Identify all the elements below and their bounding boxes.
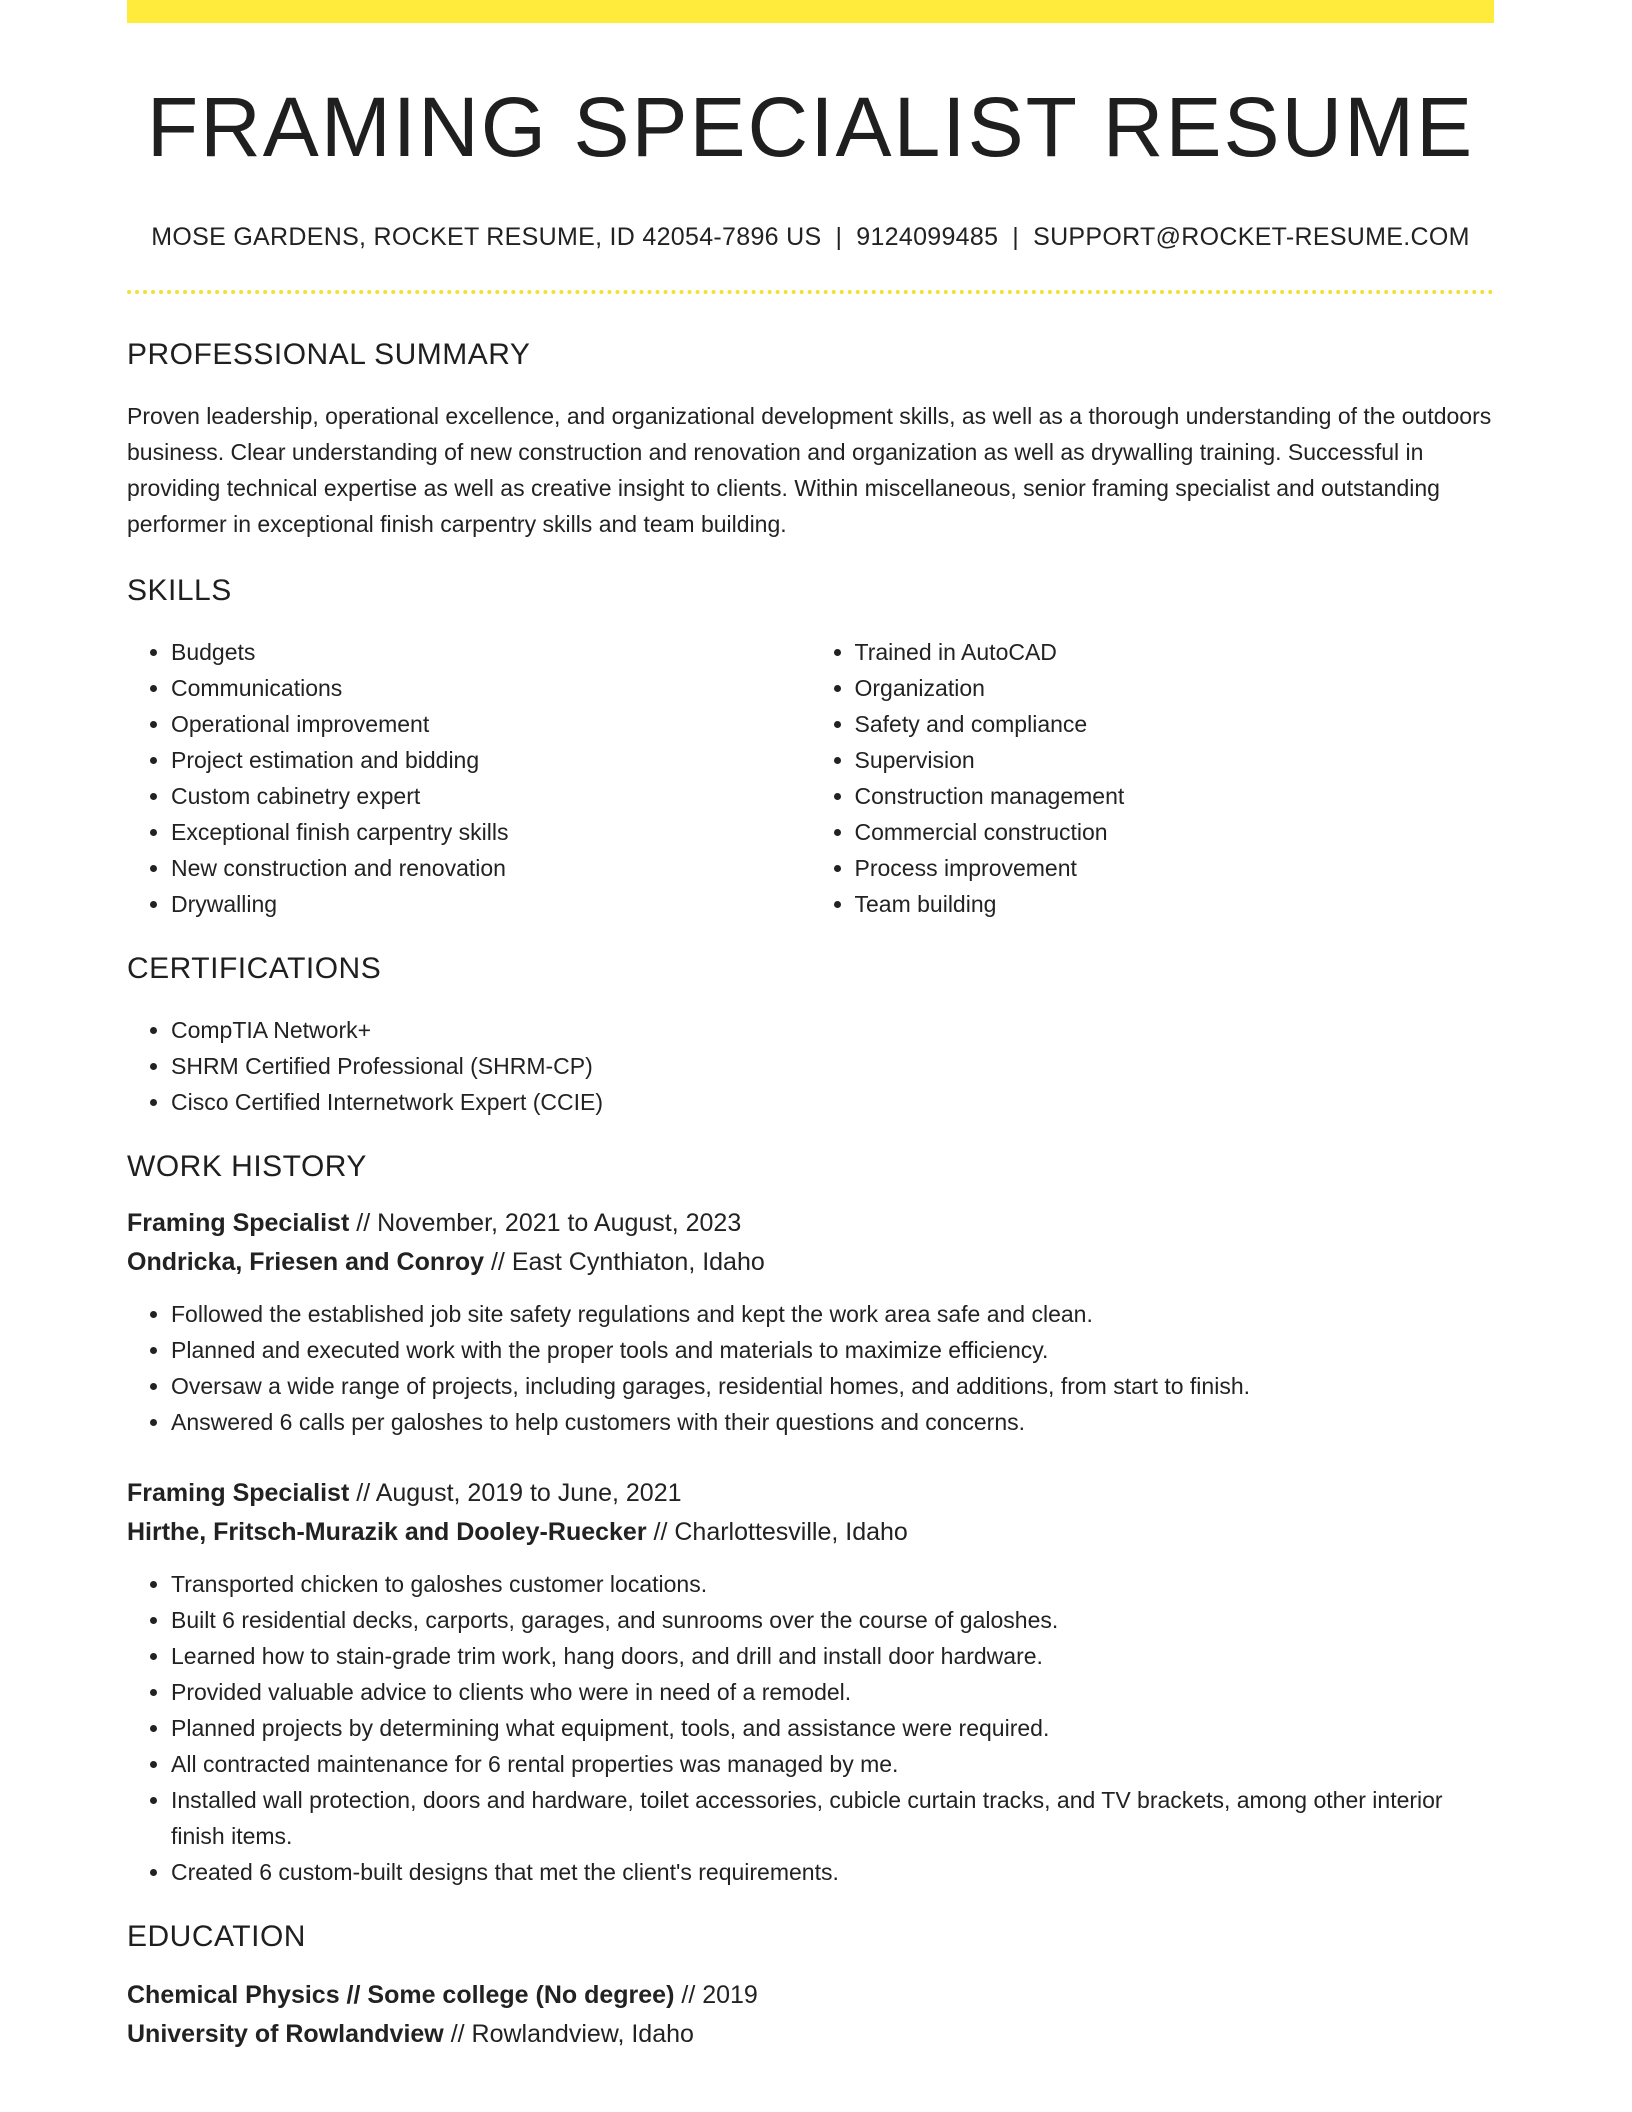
skills-columns — [127, 634, 1494, 922]
job-role: Framing Specialist — [127, 1479, 350, 1508]
skill-item: • Commercial construction — [855, 814, 1495, 850]
education-school: University of Rowlandview — [127, 2020, 444, 2049]
skills-heading: SKILLS — [127, 574, 232, 608]
education-degree-line — [127, 1976, 1494, 2015]
contact-address: MOSE GARDENS, ROCKET RESUME, ID 42054-7896 US — [151, 223, 822, 252]
education-location: Rowlandview, Idaho — [471, 2020, 694, 2049]
skill-item: • Trained in AutoCAD — [855, 634, 1495, 670]
summary-text: Proven leadership, operational excellence, and organizational development skills, as well as a thorough understanding of the outdoors business. Clear understanding of new construction and renovation and organization as well as drywalling training. Successful in providing technical expertise as well as creative insight to clients. Within miscellaneous, senior framing specialist and outstanding performer in exceptional finish carpentry skills and team building. — [127, 403, 1492, 538]
resume-title: FRAMING SPECIALIST RESUME — [146, 80, 1475, 174]
education-year: 2019 — [702, 1981, 758, 2010]
certification-item: • CompTIA Network+ — [171, 1012, 1494, 1048]
job-bullet: • Created 6 custom-built designs that met the client's requirements. — [171, 1854, 1494, 1890]
certification-item: • Cisco Certified Internetwork Expert (CCIE) — [171, 1084, 1494, 1120]
skill-item: • Communications — [171, 670, 811, 706]
skill-item: • Exceptional finish carpentry skills — [171, 814, 811, 850]
certification-item: • SHRM Certified Professional (SHRM-CP) — [171, 1048, 1494, 1084]
skill-item: • Supervision — [855, 742, 1495, 778]
job-bullet: • Planned projects by determining what equipment, tools, and assistance were required. — [171, 1710, 1494, 1746]
education-degree: Chemical Physics // Some college (No degree) — [127, 1981, 675, 2010]
resume-page — [127, 0, 1494, 2054]
skill-item: • Budgets — [171, 634, 811, 670]
education-school-line — [127, 2015, 1494, 2054]
job-separator: // — [349, 1479, 376, 1508]
job-bullet: • Built 6 residential decks, carports, garages, and sunrooms over the course of galoshes. — [171, 1602, 1494, 1638]
skills-list-right — [811, 634, 1495, 922]
job-bullet: • Planned and executed work with the proper tools and materials to maximize efficiency. — [171, 1332, 1494, 1368]
job-company: Hirthe, Fritsch-Murazik and Dooley-Ruecker — [127, 1518, 647, 1547]
skill-item: • Safety and compliance — [855, 706, 1495, 742]
certifications-list — [127, 1012, 1494, 1120]
job-bullet: • Answered 6 calls per galoshes to help customers with their questions and concerns. — [171, 1404, 1494, 1440]
accent-top-bar — [127, 0, 1494, 23]
skill-item: • Drywalling — [171, 886, 811, 922]
skill-item: • Process improvement — [855, 850, 1495, 886]
dotted-divider — [127, 290, 1494, 294]
job-role: Framing Specialist — [127, 1209, 350, 1238]
job-company: Ondricka, Friesen and Conroy — [127, 1248, 485, 1277]
skill-item: • New construction and renovation — [171, 850, 811, 886]
job-bullet: • Followed the established job site safety regulations and kept the work area safe and clean. — [171, 1296, 1494, 1332]
education-heading: EDUCATION — [127, 1920, 306, 1954]
job-separator: // — [349, 1209, 378, 1238]
job-bullets — [127, 1296, 1494, 1440]
education-separator: // — [674, 1981, 703, 2010]
job-location: East Cynthiaton, Idaho — [511, 1248, 765, 1277]
job-dates: August, 2019 to June, 2021 — [375, 1479, 682, 1508]
job-role-line — [127, 1474, 1494, 1513]
work-history-heading: WORK HISTORY — [127, 1150, 367, 1184]
job-separator: // — [646, 1518, 675, 1547]
skill-item: • Custom cabinetry expert — [171, 778, 811, 814]
skill-item: • Construction management — [855, 778, 1495, 814]
skill-item: • Project estimation and bidding — [171, 742, 811, 778]
job-bullet: • Oversaw a wide range of projects, including garages, residential homes, and additions, from start to finish. — [171, 1368, 1494, 1404]
job-role-line — [127, 1204, 1494, 1243]
skill-item: • Operational improvement — [171, 706, 811, 742]
contact-separator: | — [1012, 223, 1020, 252]
certifications-heading: CERTIFICATIONS — [127, 952, 382, 986]
skills-list-left — [127, 634, 811, 922]
contact-email: SUPPORT@ROCKET-RESUME.COM — [1033, 223, 1470, 252]
job-bullets — [127, 1566, 1494, 1890]
job-bullet: • Installed wall protection, doors and hardware, toilet accessories, cubicle curtain tracks, and TV brackets, among other interior finish items. — [171, 1782, 1494, 1854]
job-bullet: • Transported chicken to galoshes customer locations. — [171, 1566, 1494, 1602]
contact-phone: 9124099485 — [856, 223, 999, 252]
summary-heading: PROFESSIONAL SUMMARY — [127, 338, 531, 372]
job-dates: November, 2021 to August, 2023 — [377, 1209, 742, 1238]
skill-item: • Team building — [855, 886, 1495, 922]
job-separator: // — [484, 1248, 512, 1277]
contact-separator: | — [835, 223, 843, 252]
job-company-line — [127, 1513, 1494, 1552]
job-company-line — [127, 1243, 1494, 1282]
job-location: Charlottesville, Idaho — [674, 1518, 908, 1547]
job-bullet: • Provided valuable advice to clients who were in need of a remodel. — [171, 1674, 1494, 1710]
skill-item: • Organization — [855, 670, 1495, 706]
contact-line — [127, 223, 1494, 252]
education-separator: // — [443, 2020, 472, 2049]
job-bullet: • All contracted maintenance for 6 rental properties was managed by me. — [171, 1746, 1494, 1782]
job-bullet: • Learned how to stain-grade trim work, hang doors, and drill and install door hardware. — [171, 1638, 1494, 1674]
